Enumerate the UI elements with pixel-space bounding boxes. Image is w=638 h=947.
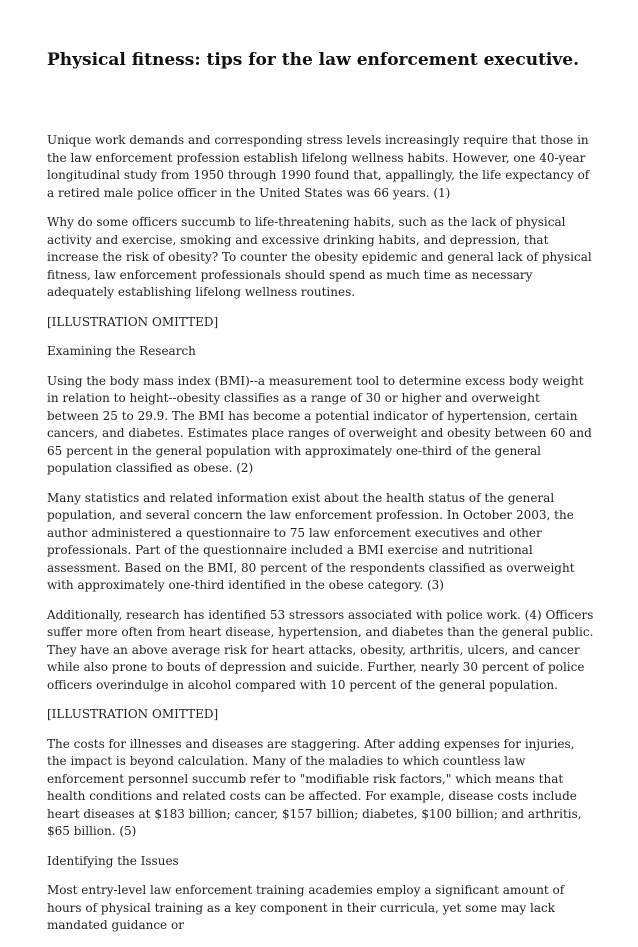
document-title: Physical fitness: tips for the law enforcement executive. [47, 50, 579, 70]
document-body [47, 132, 595, 935]
paragraph-intro: Unique work demands and corresponding stress levels increasingly require that those in the law enforcement profession establish lifelong wellness habits. However, one 40-year longitudinal study from 1950 through 1990 found that, appallingly, the life expectancy of a retired male police officer in the United States was 66 years. (1) [47, 133, 590, 200]
paragraph-questionnaire: Many statistics and related information exist about the health status of the general population, and several concern the law enforcement profession. In October 2003, the author administered a questionnaire to 75 law enforcement executives and other professionals. Part of the questionnaire included a BMI exercise and nutritional assessment. Based on the BMI, 80 percent of the respondents classified as overweight with approximately one-third identified in the obese category. (3) [47, 490, 575, 592]
paragraph-habits: Why do some officers succumb to life-threatening habits, such as the lack of physical activity and exercise, smoking and excessive drinking habits, and depression, that increase the risk of obesity? To counter the obesity epidemic and general lack of physical fitness, law enforcement professionals should spend as much time as necessary adequately establishing lifelong wellness routines. [47, 215, 592, 299]
paragraph-bmi: Using the body mass index (BMI)--a measurement tool to determine excess body weight in relation to height--obesity classifies as a range of 30 or higher and overweight between 25 to 29.9. The BMI has become a potential indicator of hypertension, certain cancers, and diabetes. Estimates place ranges of overweight and obesity between 60 and 65 percent in the general population with approximately one-third of the general population classified as obese. (2) [47, 373, 592, 475]
paragraph-costs: The costs for illnesses and diseases are staggering. After adding expenses for injuries, the impact is beyond calculation. Many of the maladies to which countless law enforcement personnel succumb refer to "modifiable risk factors," which means that health conditions and related costs can be affected. For example, disease costs include heart diseases at $183 billion; cancer, $157 billion; diabetes, $100 billion; and arthritis, $65 billion. (5) [47, 736, 582, 838]
paragraph-training: Most entry-level law enforcement training academies employ a significant amount of hours of physical training as a key component in their curricula, yet some may lack mandated guidance or [47, 883, 565, 932]
illustration-placeholder: [ILLUSTRATION OMITTED] [47, 707, 219, 721]
illustration-placeholder: [ILLUSTRATION OMITTED] [47, 314, 219, 329]
document-page [47, 0, 595, 947]
section-heading-issues: Identifying the Issues [47, 853, 179, 868]
section-heading-research: Examining the Research [47, 344, 196, 358]
paragraph-stressors: Additionally, research has identified 53 stressors associated with police work. (4) Officers suffer more often from heart disease, hypertension, and diabetes than the general public. They have an above average risk for heart attacks, obesity, arthritis, ulcers, and cancer while also prone to bouts of depression and suicide. Further, nearly 30 percent of police officers overindulge in alcohol compared with 10 percent of the general population. [47, 607, 594, 692]
